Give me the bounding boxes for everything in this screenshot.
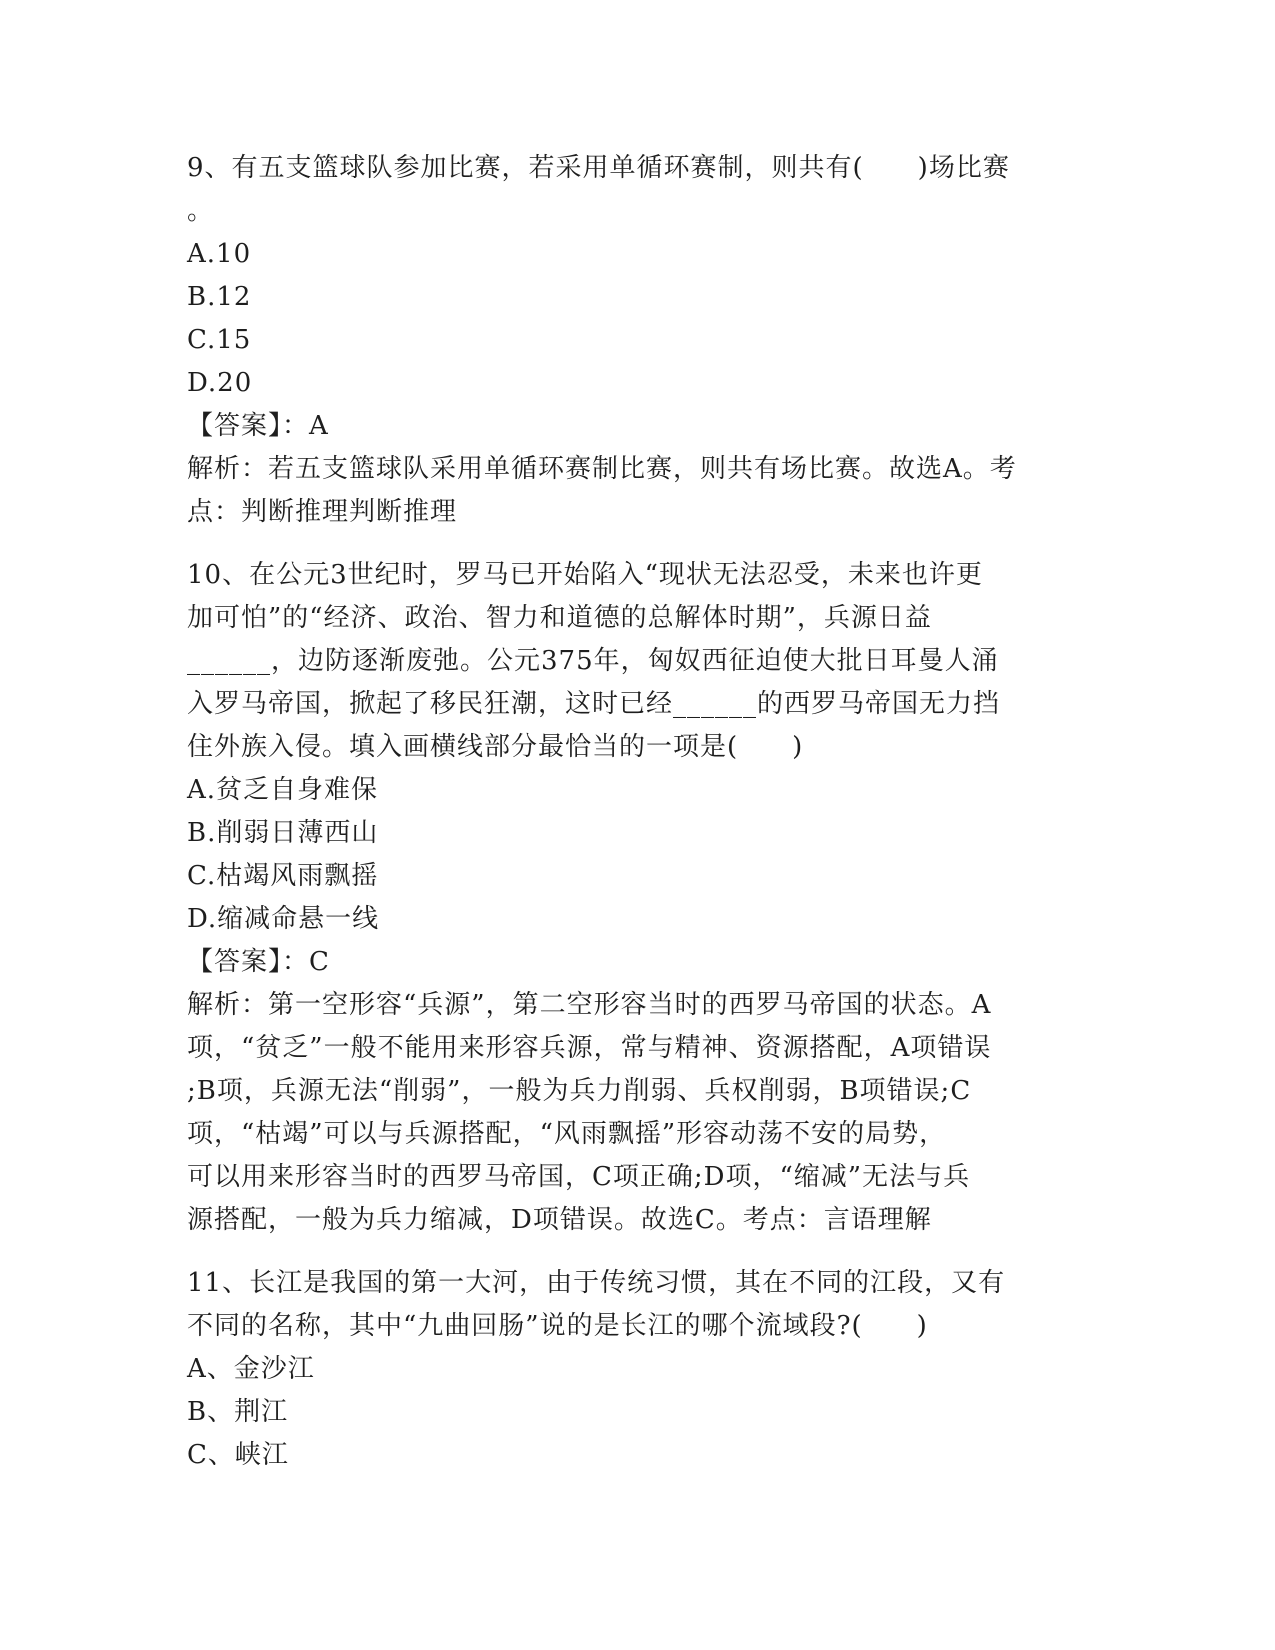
question-stem-line: 住外族入侵。填入画横线部分最恰当的一项是( )	[187, 732, 804, 762]
question-spacer	[187, 534, 1087, 554]
question-9	[187, 147, 1087, 534]
question-stem-line: 9、有五支篮球队参加比赛，若采用单循环赛制，则共有( )场比赛	[187, 153, 1010, 183]
option-b: B.12	[187, 282, 252, 312]
question-stem-line: 入罗马帝国，掀起了移民狂潮，这时已经______的西罗马帝国无力挡	[187, 689, 1001, 719]
option-c: C、峡江	[187, 1440, 289, 1470]
option-c: C.枯竭风雨飘摇	[187, 861, 379, 891]
option-a: A.贫乏自身难保	[187, 775, 379, 805]
question-stem-line: 不同的名称，其中“九曲回肠”说的是长江的哪个流域段?( )	[187, 1311, 928, 1341]
option-d: D.缩减命悬一线	[187, 904, 380, 934]
analysis-line: 项，“贫乏”一般不能用来形容兵源，常与精神、资源搭配，A项错误	[187, 1033, 992, 1063]
analysis-line: 可以用来形容当时的西罗马帝国，C项正确;D项，“缩减”无法与兵	[187, 1162, 971, 1192]
option-a: A、金沙江	[187, 1354, 315, 1384]
answer-line: 【答案】：A	[187, 411, 329, 441]
question-11	[187, 1262, 1087, 1477]
question-stem-line: ______，边防逐渐废弛。公元375年，匈奴西征迫使大批日耳曼人涌	[187, 646, 999, 676]
question-10	[187, 554, 1087, 1242]
option-a: A.10	[187, 239, 252, 269]
question-stem-line: 加可怕”的“经济、政治、智力和道德的总解体时期”，兵源日益	[187, 603, 932, 633]
option-d: D.20	[187, 368, 253, 398]
analysis-line: ;B项，兵源无法“削弱”，一般为兵力削弱、兵权削弱，B项错误;C	[187, 1076, 972, 1106]
question-spacer	[187, 1242, 1087, 1262]
analysis-line: 点：判断推理判断推理	[187, 497, 458, 527]
document-page	[187, 147, 1087, 1477]
analysis-line: 解析：第一空形容“兵源”，第二空形容当时的西罗马帝国的状态。A	[187, 990, 992, 1020]
option-b: B.削弱日薄西山	[187, 818, 379, 848]
option-b: B、荆江	[187, 1397, 289, 1427]
question-stem-line: 11、长江是我国的第一大河，由于传统习惯，其在不同的江段，又有	[187, 1268, 1006, 1298]
option-c: C.15	[187, 325, 252, 355]
answer-line: 【答案】：C	[187, 947, 330, 977]
analysis-line: 解析：若五支篮球队采用单循环赛制比赛，则共有场比赛。故选A。考	[187, 454, 1017, 484]
analysis-line: 源搭配，一般为兵力缩减，D项错误。故选C。考点：言语理解	[187, 1205, 932, 1235]
analysis-line: 项，“枯竭”可以与兵源搭配，“风雨飘摇”形容动荡不安的局势，	[187, 1119, 947, 1149]
question-stem-line: 。	[187, 196, 215, 226]
question-stem-line: 10、在公元3世纪时，罗马已开始陷入“现状无法忍受，未来也许更	[187, 560, 983, 590]
